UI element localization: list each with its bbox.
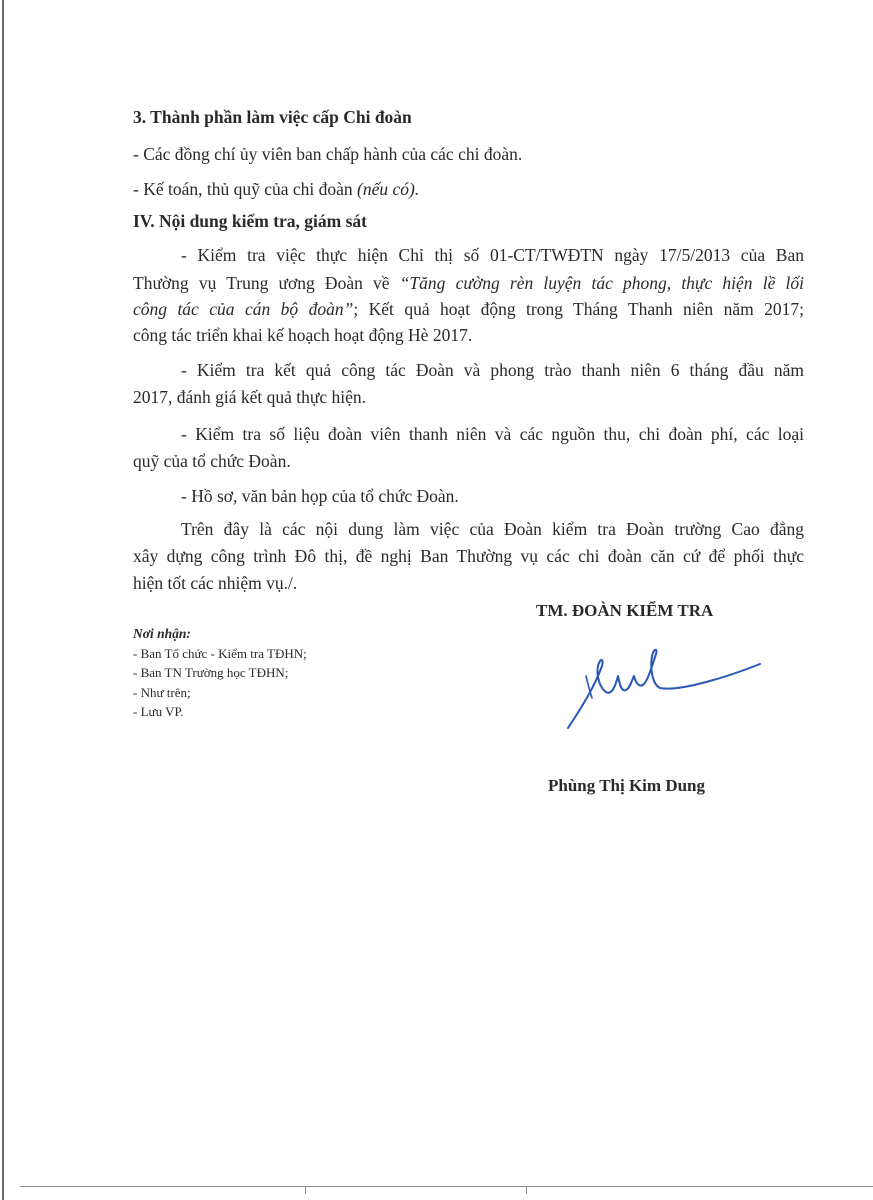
paragraph-3-line-1: - Kiểm tra số liệu đoàn viên thanh niên và các nguồn thu, chi đoàn phí, các loại xyxy=(181,424,804,444)
paragraph-1-line-1: - Kiểm tra việc thực hiện Chỉ thị số 01-CT/TWĐTN ngày 17/5/2013 của Ban xyxy=(181,245,804,265)
recipient-item: - Như trên; xyxy=(133,684,191,700)
recipient-item: - Ban Tổ chức - Kiểm tra TĐHN; xyxy=(133,645,307,661)
recipients-block xyxy=(133,624,307,722)
section-3-heading: 3. Thành phần làm việc cấp Chi đoàn xyxy=(133,107,412,127)
section-3-item-2 xyxy=(133,178,419,200)
recipient-item: - Ban TN Trường học TĐHN; xyxy=(133,665,289,680)
paragraph-2-line-2: 2017, đánh giá kết quả thực hiện. xyxy=(133,387,367,407)
closing-line-1: Trên đây là các nội dung làm việc của Đoàn kiểm tra Đoàn trường Cao đẳng xyxy=(181,519,804,539)
page-edge-line xyxy=(2,0,4,1200)
paragraph-3-line-2: quỹ của tổ chức Đoàn. xyxy=(133,451,291,471)
handwritten-signature xyxy=(560,640,780,740)
footer-tick xyxy=(305,1186,306,1194)
paragraph-1-line-2 xyxy=(133,272,804,294)
section-3-item-2-note: (nếu có). xyxy=(357,179,420,199)
paragraph-4: - Hồ sơ, văn bản họp của tổ chức Đoàn. xyxy=(181,486,459,506)
signature-title: TM. ĐOÀN KIỂM TRA xyxy=(536,601,714,620)
recipients-title: Nơi nhận: xyxy=(133,626,191,641)
paragraph-1-line-3 xyxy=(133,298,804,320)
footer-rule xyxy=(20,1186,873,1187)
section-3-item-1: - Các đồng chí ủy viên ban chấp hành của các chi đoàn. xyxy=(133,144,523,164)
paragraph-1-line-3-plain: ; Kết quả hoạt động trong Tháng Thanh niên năm 2017; xyxy=(353,299,804,319)
paragraph-1-line-4: công tác triển khai kế hoạch hoạt động Hè 2017. xyxy=(133,325,473,345)
paragraph-1-line-2-plain: Thường vụ Trung ương Đoàn về xyxy=(133,273,390,293)
paragraph-2-line-1: - Kiểm tra kết quả công tác Đoàn và phong trào thanh niên 6 tháng đầu năm xyxy=(181,360,804,380)
closing-line-3: hiện tốt các nhiệm vụ./. xyxy=(133,573,298,593)
section-3-item-2-text: - Kế toán, thủ quỹ của chi đoàn xyxy=(133,179,353,199)
paragraph-1-line-2-quote: “Tăng cường rèn luyện tác phong, thực hiện lề lối xyxy=(399,273,804,293)
closing-line-2: xây dựng công trình Đô thị, đề nghị Ban Thường vụ các chi đoàn căn cứ để phối thực xyxy=(133,546,804,566)
signer-name: Phùng Thị Kim Dung xyxy=(548,776,706,795)
footer-tick xyxy=(526,1186,527,1194)
section-4-heading: IV. Nội dung kiểm tra, giám sát xyxy=(133,211,368,231)
paragraph-1-line-3-quote: công tác của cán bộ đoàn” xyxy=(133,299,354,319)
recipient-item: - Lưu VP. xyxy=(133,704,184,719)
